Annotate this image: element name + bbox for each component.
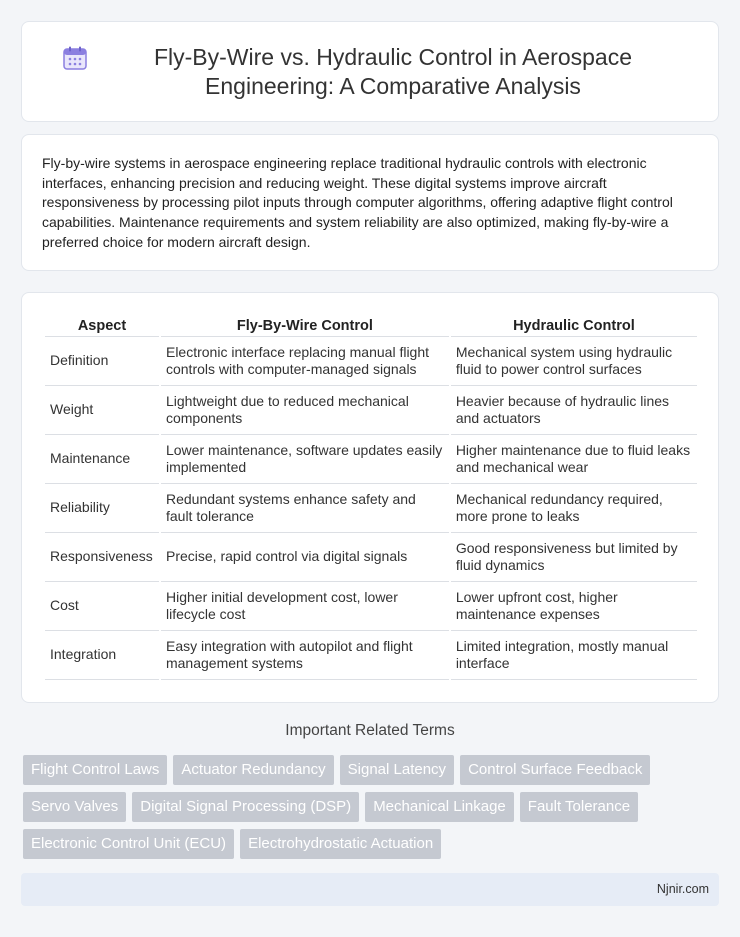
term-tag[interactable]: Digital Signal Processing (DSP) [132, 792, 359, 822]
table-row [45, 631, 697, 680]
term-tag[interactable]: Servo Valves [23, 792, 126, 822]
footer-site-link[interactable]: Njnir.com [656, 882, 709, 896]
cell-aspect: Definition [45, 337, 159, 386]
cell-hydraulic: Good responsiveness but limited by fluid dynamics [451, 533, 697, 582]
cell-hydraulic: Lower upfront cost, higher maintenance expenses [451, 582, 697, 631]
comparison-table [43, 315, 699, 680]
cell-hydraulic: Mechanical system using hydraulic fluid to power control surfaces [451, 337, 697, 386]
cell-aspect: Integration [45, 631, 159, 680]
header-hydraulic: Hydraulic Control [451, 315, 697, 337]
cell-aspect: Reliability [45, 484, 159, 533]
term-tag[interactable]: Electronic Control Unit (ECU) [23, 829, 234, 859]
calendar-icon [62, 45, 88, 71]
table-row [45, 337, 697, 386]
intro-paragraph: Fly-by-wire systems in aerospace engineering replace traditional hydraulic controls with electronic interfaces, enhancing precision and reducing weight. These digital systems improve aircraft responsiveness by processing pilot inputs through computer algorithms, offering adaptive flight control capabilities. Maintenance requirements and system reliability are also optimized, making fly-by-wire a preferred choice for modern aircraft design. [42, 155, 673, 250]
title-wrap [22, 43, 718, 101]
term-tag[interactable]: Flight Control Laws [23, 755, 167, 785]
cell-fly-by-wire: Easy integration with autopilot and flight management systems [161, 631, 449, 680]
cell-aspect: Maintenance [45, 435, 159, 484]
page-title: Fly-By-Wire vs. Hydraulic Control in Aerospace Engineering: A Comparative Analysis [153, 43, 633, 99]
footer [21, 873, 719, 906]
table-row [45, 386, 697, 435]
cell-fly-by-wire: Lightweight due to reduced mechanical components [161, 386, 449, 435]
table-row [45, 533, 697, 582]
term-tag[interactable]: Fault Tolerance [520, 792, 638, 822]
header-fly-by-wire: Fly-By-Wire Control [161, 315, 449, 337]
cell-aspect: Weight [45, 386, 159, 435]
cell-hydraulic: Mechanical redundancy required, more prone to leaks [451, 484, 697, 533]
cell-fly-by-wire: Electronic interface replacing manual flight controls with computer-managed signals [161, 337, 449, 386]
term-tag[interactable]: Mechanical Linkage [365, 792, 514, 822]
cell-fly-by-wire: Lower maintenance, software updates easily implemented [161, 435, 449, 484]
title-card [21, 21, 719, 122]
term-tag[interactable]: Control Surface Feedback [460, 755, 650, 785]
term-tag[interactable]: Signal Latency [340, 755, 454, 785]
table-row [45, 435, 697, 484]
header-aspect: Aspect [45, 315, 159, 337]
cell-fly-by-wire: Redundant systems enhance safety and fault tolerance [161, 484, 449, 533]
table-header-row [45, 315, 697, 337]
cell-hydraulic: Heavier because of hydraulic lines and actuators [451, 386, 697, 435]
cell-fly-by-wire: Precise, rapid control via digital signals [161, 533, 449, 582]
table-row [45, 582, 697, 631]
table-row [45, 484, 697, 533]
intro-card [21, 134, 719, 271]
cell-hydraulic: Higher maintenance due to fluid leaks and mechanical wear [451, 435, 697, 484]
cell-fly-by-wire: Higher initial development cost, lower lifecycle cost [161, 582, 449, 631]
cell-aspect: Responsiveness [45, 533, 159, 582]
cell-aspect: Cost [45, 582, 159, 631]
related-terms-list [23, 755, 713, 866]
term-tag[interactable]: Actuator Redundancy [173, 755, 333, 785]
term-tag[interactable]: Electrohydrostatic Actuation [240, 829, 441, 859]
related-terms-heading: Important Related Terms [285, 722, 455, 739]
cell-hydraulic: Limited integration, mostly manual interface [451, 631, 697, 680]
comparison-table-card [21, 292, 719, 703]
